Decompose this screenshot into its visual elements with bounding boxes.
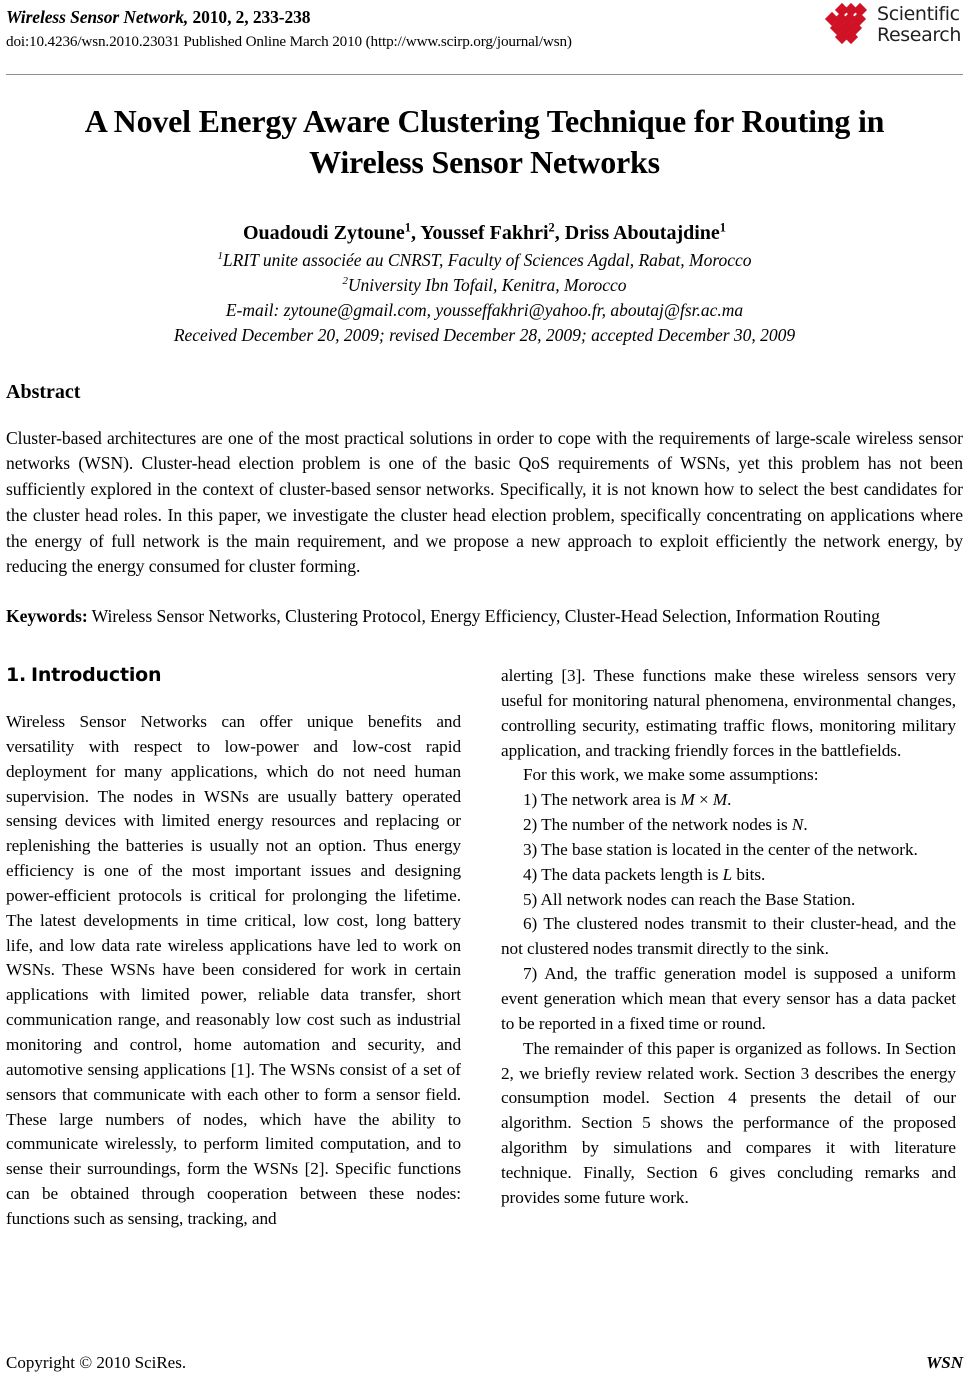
journal-title-line: [6, 3, 963, 30]
journal-abbreviation: WSN: [926, 1353, 963, 1372]
abstract-heading: Abstract: [6, 380, 81, 403]
publisher-name-line2: Research: [877, 24, 961, 46]
intro-paragraph: Wireless Sensor Networks can offer unique benefits and versatility with respect to low-power and low-cost rapid deployment for many applications, which do not need human supervision. The nodes in WSNs are usually battery operated sensing devices with limited energy resources and replacing or replenishing the batteries is usually not an option. Thus energy efficiency is one of the most important issues and designing power-efficient protocols is critical for prolonging the lifetime. The latest developments in time critical, low cost, long battery life, and low data rate wireless applications have led to work on WSNs. These WSNs have been considered for work in certain applications with limited power, reliable data transfer, short communication range, and reasonably low cost such as industrial monitoring and control, home automation and security, and automotive sensing applications [1]. The WSNs consist of a set of sensors that communicate with each other to form a sensor field. These large numbers of nodes, which have the ability to communicate wirelessly, to perform limited computation, and to sense their surroundings, form the WSNs [2]. Specific functions can be obtained through cooperation between these nodes: functions such as sensing, tracking, and: [6, 712, 461, 1228]
copyright-line: Copyright © 2010 SciRes.: [6, 1353, 187, 1372]
assumption-item: 2) The number of the network nodes is N.: [523, 815, 808, 835]
organization-paragraph: The remainder of this paper is organized as follows. In Section 2, we briefly review related work. Section 3 describes the energy consumption model. Section 4 presents the detail of our algorithm. Section 5 shows the performance of the proposed algorithm by simulations and compares it with literature technique. Finally, Section 6 gives concluding remarks and provides some future work.: [501, 1038, 956, 1207]
assumption-item: 1) The network area is M × M.: [523, 790, 732, 810]
assumption-item: 7) And, the traffic generation model is supposed a uniform event generation which mean that every sensor has a data packet to be reported in a fixed time or round.: [501, 964, 956, 1033]
section-title: Introduction: [31, 664, 162, 687]
publisher-logo: [825, 4, 961, 46]
body-columns: [6, 664, 963, 1232]
author-names: Ouadoudi Zytoune$^1$, Youssef Fakhri$^2$, Driss Aboutajdine$^1$: [243, 220, 726, 244]
masthead: [6, 0, 963, 68]
email-line: E-mail: zytoune@gmail.com, yousseffakhri@yahoo.fr, aboutaj@fsr.ac.ma: [225, 300, 744, 321]
section-number: 1.: [6, 664, 27, 687]
doi-line: doi:10.4236/wsn.2010.23031 Published Online March 2010 (http://www.scirp.org/journal/wsn): [6, 32, 572, 50]
assumption-item: 6) The clustered nodes transmit to their cluster-head, and the not clustered nodes transmit directly to the sink.: [501, 914, 956, 959]
affiliation-1: $^1$LRIT unite associée au CNRST, Faculty of Sciences Agdal, Rabat, Morocco: [217, 249, 752, 270]
masthead-divider: [6, 74, 963, 75]
abstract-text: Cluster-based architectures are one of the most practical solutions in order to cope with the requirements of large-scale wireless sensor networks (WSN). Cluster-head election problem is one of the basic QoS requirements of WSNs, yet this problem has not been sufficiently explored in the context of cluster-based sensor networks. Specifically, it is not known how to select the best candidates for the cluster head roles. In this paper, we investigate the cluster head election problem, specifically concentrating on applications where the energy of full network is the main requirement, and we propose a new approach to exploit efficiently the network energy, by reducing the energy consumed for cluster forming.: [6, 427, 963, 577]
keywords-line: Keywords: Wireless Sensor Networks, Clustering Protocol, Energy Efficiency, Cluster-Head Selection, Information Routing: [6, 606, 880, 627]
assumption-item: 5) All network nodes can reach the Base Station.: [523, 889, 856, 909]
publisher-name-line1: Scientific: [877, 3, 960, 26]
assumptions-intro: For this work, we make some assumptions:: [523, 765, 819, 785]
section-heading-introduction: [6, 664, 461, 686]
page-footer: [6, 1353, 963, 1373]
assumption-item: 4) The data packets length is L bits.: [523, 864, 766, 884]
author-block: [6, 219, 963, 349]
journal-name: Wireless Sensor Network,: [6, 7, 189, 27]
left-column: [6, 664, 461, 1232]
affiliation-2: $^2$University Ibn Tofail, Kenitra, Morocco: [342, 275, 627, 296]
journal-volume: 2010, 2, 233-238: [188, 7, 311, 27]
received-line: Received December 20, 2009; revised December 28, 2009; accepted December 30, 2009: [173, 325, 796, 346]
publisher-name: [877, 4, 961, 45]
assumptions-list: [501, 788, 956, 1036]
diamond-cluster-icon: [825, 4, 871, 46]
right-column: [501, 664, 956, 1232]
right-paragraph-1: alerting [3]. These functions make these wireless sensors very useful for monitoring natural phenomena, environmental changes, controlling security, estimating traffic flows, monitoring military application, and tracking friendly forces in the battlefields.: [501, 666, 956, 760]
assumption-item: 3) The base station is located in the center of the network.: [523, 839, 918, 859]
paper-title: A Novel Energy Aware Clustering Technique for Routing in Wireless Sensor Networks: [84, 103, 885, 180]
